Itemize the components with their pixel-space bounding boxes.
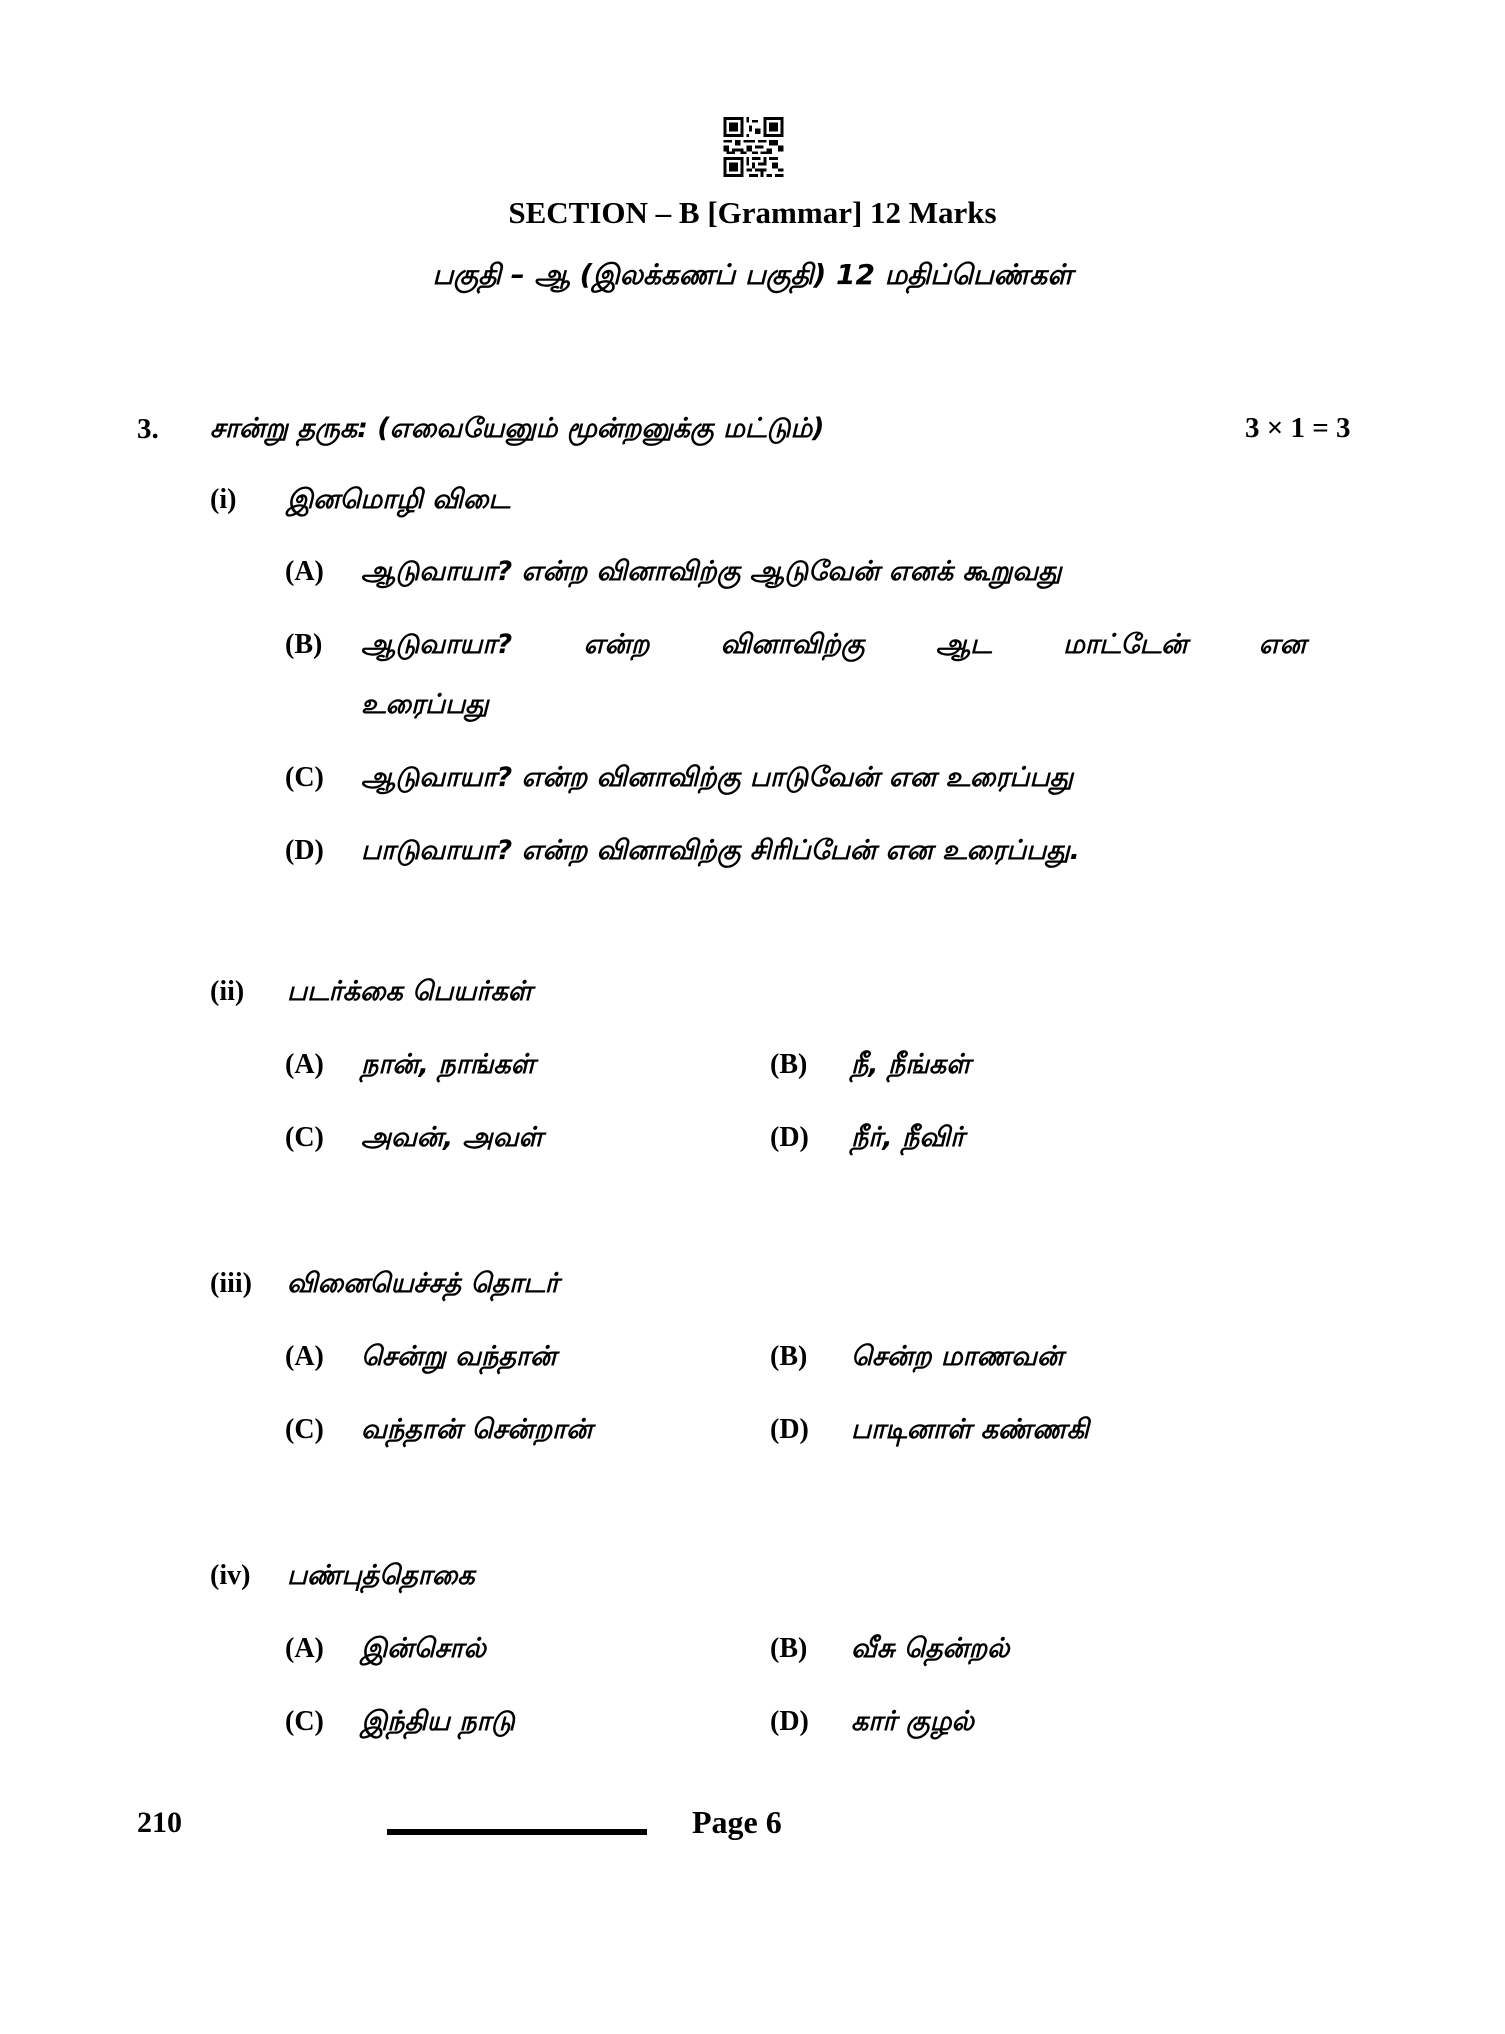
option-text-b: வீசு தென்றல் [851, 1633, 1010, 1664]
option-label-b: (B) [770, 1341, 808, 1372]
option-text-b: நீ, நீங்கள் [851, 1049, 971, 1080]
option-text-a: சென்று வந்தான் [361, 1341, 557, 1372]
option-label-c: (C) [285, 762, 324, 793]
part-label: (i) [210, 484, 237, 515]
option-text-d: நீர், நீவிர் [851, 1122, 965, 1153]
section-title: SECTION – B [Grammar] 12 Marks [508, 195, 997, 230]
question-number: 3. [137, 413, 159, 445]
option-label-d: (D) [285, 835, 324, 866]
option-text-b: சென்ற மாணவன் [851, 1341, 1064, 1372]
paper-code: 210 [137, 1806, 182, 1839]
option-text-c: ஆடுவாயா? என்ற வினாவிற்கு பாடுவேன் என உரைப்பது [361, 762, 1074, 793]
option-word: ஆடுவாயா? [361, 629, 513, 660]
option-word: என [1258, 629, 1306, 660]
option-text-b-line1 [361, 629, 1306, 664]
option-text-c: வந்தான் சென்றான் [361, 1414, 593, 1445]
option-label-b: (B) [285, 629, 323, 660]
question-instruction: சான்று தருக: (எவையேனும் மூன்றனுக்கு மட்டும்) [210, 413, 825, 444]
part-title: படர்க்கை பெயர்கள் [287, 976, 533, 1007]
option-label-a: (A) [285, 1049, 324, 1080]
option-label-c: (C) [285, 1122, 324, 1153]
part-title: இனமொழி விடை [287, 484, 511, 515]
option-label-c: (C) [285, 1414, 324, 1445]
option-label-a: (A) [285, 1341, 324, 1372]
option-text-c: அவன், அவள் [361, 1122, 543, 1153]
option-text-a: நான், நாங்கள் [361, 1049, 535, 1080]
question-marks: 3 × 1 = 3 [1245, 412, 1351, 444]
option-text-a: ஆடுவாயா? என்ற வினாவிற்கு ஆடுவேன் எனக் கூறுவது [361, 556, 1062, 587]
option-label-d: (D) [770, 1122, 809, 1153]
part-title: பண்புத்தொகை [287, 1560, 475, 1591]
option-word: என்ற [583, 629, 650, 660]
option-word: ஆட [936, 629, 992, 660]
option-label-c: (C) [285, 1706, 324, 1737]
footer-divider [387, 1829, 647, 1835]
part-title: வினையெச்சத் தொடர் [287, 1268, 559, 1299]
option-text-c: இந்திய நாடு [361, 1706, 515, 1737]
option-label-d: (D) [770, 1414, 809, 1445]
option-label-b: (B) [770, 1049, 808, 1080]
option-text-d: பாடினாள் கண்ணகி [851, 1414, 1089, 1445]
part-label: (iv) [210, 1560, 251, 1591]
option-word: வினாவிற்கு [720, 629, 865, 660]
option-word: மாட்டேன் [1063, 629, 1188, 660]
section-subtitle: பகுதி – ஆ (இலக்கணப் பகுதி) 12 மதிப்பெண்கள் [432, 258, 1073, 291]
option-label-b: (B) [770, 1633, 808, 1664]
qr-code-icon [722, 117, 785, 177]
option-label-a: (A) [285, 1633, 324, 1664]
option-label-a: (A) [285, 556, 324, 587]
option-text-b-line2: உரைப்பது [361, 689, 489, 720]
option-text-a: இன்சொல் [361, 1633, 486, 1664]
page-number: Page 6 [692, 1804, 782, 1840]
option-text-d: பாடுவாயா? என்ற வினாவிற்கு சிரிப்பேன் என உரைப்பது. [361, 835, 1080, 866]
option-text-d: கார் குழல் [851, 1706, 974, 1737]
part-label: (ii) [210, 976, 245, 1007]
option-label-d: (D) [770, 1706, 809, 1737]
part-label: (iii) [210, 1268, 252, 1299]
